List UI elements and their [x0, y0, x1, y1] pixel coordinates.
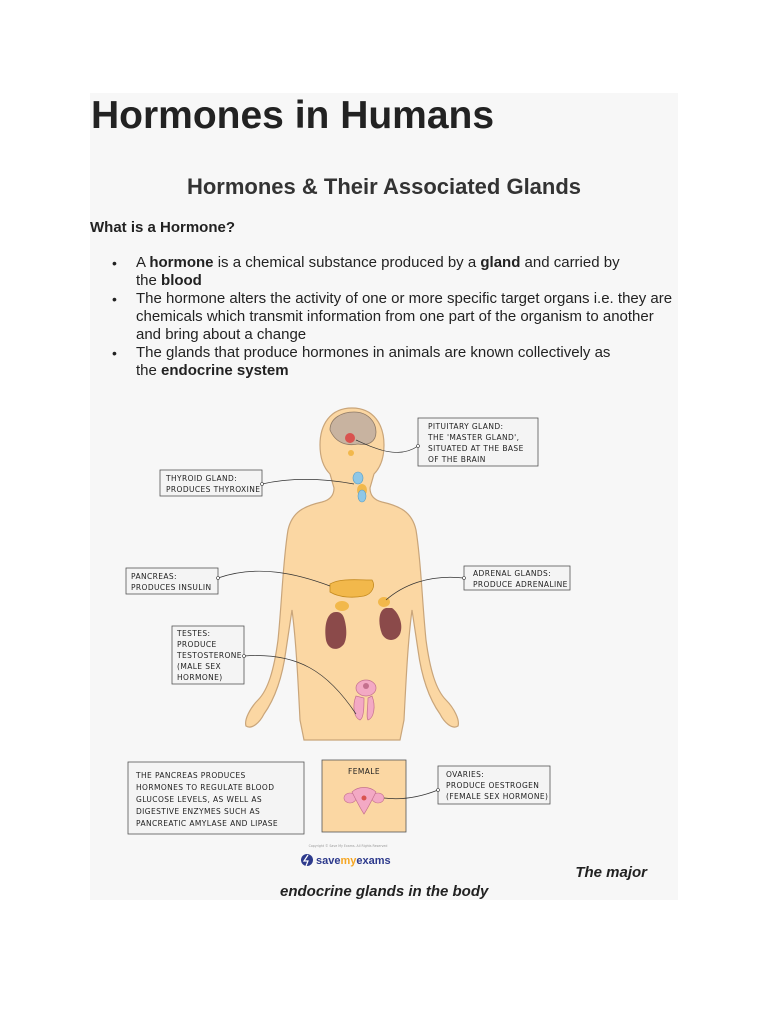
bullet-list [112, 254, 678, 380]
page-title: Hormones in Humans [91, 94, 495, 137]
svg-text:PANCREAS:: PANCREAS: [131, 572, 177, 581]
svg-text:OF THE BRAIN: OF THE BRAIN [428, 455, 486, 464]
endocrine-diagram [118, 400, 578, 867]
svg-text:THE PANCREAS PRODUCES: THE PANCREAS PRODUCES [136, 771, 246, 780]
question-heading: What is a Hormone? [90, 219, 236, 236]
thyroid-label [160, 470, 354, 496]
svg-text:PITUITARY GLAND:: PITUITARY GLAND: [428, 422, 504, 431]
list-item: • The glands that produce hormones in animals are known collectively as the endocrine system [112, 344, 678, 380]
section-subtitle: Hormones & Their Associated Glands [186, 174, 582, 199]
svg-text:PRODUCE: PRODUCE [177, 640, 217, 649]
svg-text:PRODUCES THYROXINE: PRODUCES THYROXINE [166, 485, 261, 494]
list-item: • A hormone is a chemical substance produced by a gland and carried by the blood [112, 254, 678, 290]
list-item: • The hormone alters the activity of one or more specific target organs i.e. they are chemicals which transmit information from one part of the organism to another and bring about a change [112, 290, 678, 344]
svg-text:(FEMALE SEX HORMONE): (FEMALE SEX HORMONE) [446, 792, 549, 801]
svg-text:TESTES:: TESTES: [177, 629, 211, 638]
svg-text:HORMONE): HORMONE) [177, 673, 223, 682]
svg-text:PRODUCE OESTROGEN: PRODUCE OESTROGEN [446, 781, 540, 790]
svg-text:TESTOSTERONE: TESTOSTERONE [177, 651, 242, 660]
svg-text:OVARIES:: OVARIES: [446, 770, 485, 779]
svg-text:(MALE SEX: (MALE SEX [177, 662, 222, 671]
svg-text:PRODUCE ADRENALINE: PRODUCE ADRENALINE [473, 580, 568, 589]
pituitary-gland [345, 433, 355, 443]
svg-text:PANCREATIC AMYLASE AND LIPA: PANCREATIC AMYLASE AND LIPASE [136, 819, 279, 828]
svg-text:HORMONES TO REGULATE BLOOD: HORMONES TO REGULATE BLOOD [136, 783, 275, 792]
svg-text:PRODUCES INSULIN: PRODUCES INSULIN [131, 583, 212, 592]
pancreas-organ [330, 580, 374, 598]
svg-text:GLUCOSE LEVELS, AS WELL AS: GLUCOSE LEVELS, AS WELL AS [136, 795, 263, 804]
pineal-dot [348, 450, 354, 456]
adrenal-gland-left [335, 601, 349, 611]
svg-text:savemyexams: savemyexams [316, 855, 391, 867]
copyright-text: Copyright © Save My Exams. All Rights Reserved [308, 844, 388, 848]
svg-text:THE 'MASTER GLAND',: THE 'MASTER GLAND', [428, 433, 520, 442]
svg-text:FEMALE: FEMALE [348, 767, 380, 776]
female-inset [322, 760, 406, 832]
svg-text:THYROID GLAND:: THYROID GLAND: [166, 474, 238, 483]
ovaries-label [384, 766, 550, 804]
pancreas-note [128, 762, 304, 834]
svg-text:SITUATED AT THE BASE: SITUATED AT THE BASE [428, 444, 524, 453]
figure-caption-line2: endocrine glands in the body [280, 883, 489, 900]
kidney-left [325, 612, 346, 649]
svg-text:ADRENAL GLANDS:: ADRENAL GLANDS: [473, 569, 552, 578]
svg-text:DIGESTIVE ENZYMES SUCH AS: DIGESTIVE ENZYMES SUCH AS [136, 807, 261, 816]
figure-caption-line1: The major [575, 864, 647, 881]
